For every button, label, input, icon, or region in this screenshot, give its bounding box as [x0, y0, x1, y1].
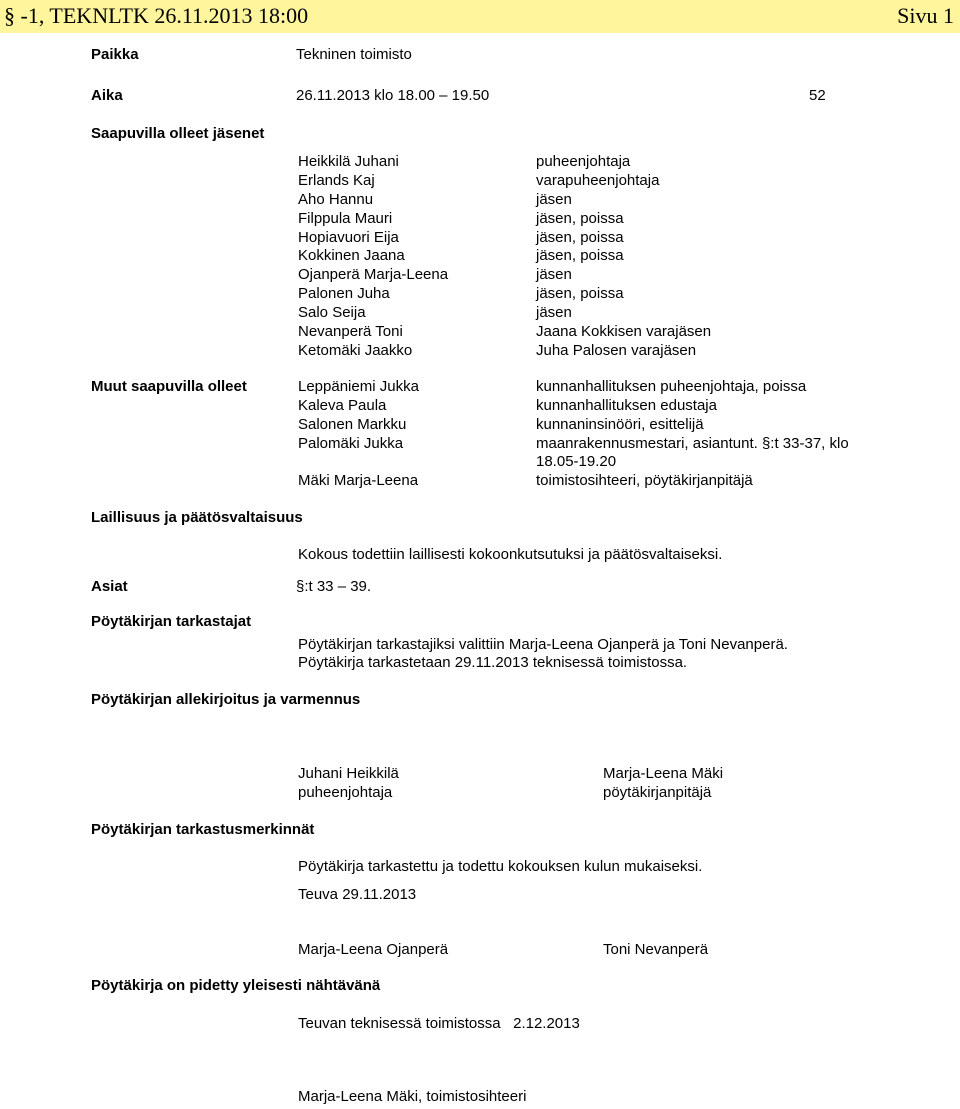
legality-text: Kokous todettiin laillisesti kokoonkutsutuksi ja päätösvaltaiseksi.	[298, 546, 723, 563]
other-name: Salonen Markku	[298, 416, 407, 433]
other-name: Leppäniemi Jukka	[298, 378, 419, 395]
page-header	[0, 0, 960, 33]
chair-role: puheenjohtaja	[298, 784, 393, 801]
checkers-text: Pöytäkirjan tarkastajiksi valittiin Marja-Leena Ojanperä ja Toni Nevanperä.	[298, 636, 788, 653]
member-names	[298, 153, 448, 361]
member-name: Hopiavuori Eija	[298, 228, 399, 246]
other-role: toimistosihteeri, pöytäkirjanpitäjä	[536, 472, 753, 489]
secretary-name: Marja-Leena Mäki	[603, 765, 724, 782]
member-role: Jaana Kokkisen varajäsen	[536, 323, 712, 341]
member-name: Nevanperä Toni	[298, 323, 403, 341]
member-name: Aho Hannu	[298, 190, 374, 208]
other-role: kunnaninsinööri, esittelijä	[536, 416, 704, 433]
check-marks-place-date: Teuva 29.11.2013	[298, 886, 417, 903]
member-name: Heikkilä Juhani	[298, 153, 399, 170]
page-number: Sivu 1	[897, 3, 954, 28]
legality-label: Laillisuus ja päätösvaltaisuus	[91, 509, 303, 526]
member-name: Filppula Mauri	[298, 209, 393, 227]
meeting-number: 52	[809, 87, 826, 104]
secretary-role: pöytäkirjanpitäjä	[603, 784, 712, 801]
checkers-label: Pöytäkirjan tarkastajat	[91, 613, 252, 630]
member-name: Ojanperä Marja-Leena	[298, 266, 449, 284]
member-name: Kokkinen Jaana	[298, 247, 405, 265]
member-role: jäsen, poissa	[536, 209, 624, 227]
others-label: Muut saapuvilla olleet	[91, 378, 247, 395]
member-name: Erlands Kaj	[298, 171, 375, 189]
member-role: jäsen	[536, 266, 572, 284]
other-role: maanrakennusmestari, asiantunt. §:t 33-37, klo	[536, 435, 849, 452]
other-name: Palomäki Jukka	[298, 435, 404, 452]
member-roles	[536, 153, 711, 361]
paikka-value: Tekninen toimisto	[296, 46, 412, 63]
other-role-continued: 18.05-19.20	[536, 453, 617, 470]
chair-name: Juhani Heikkilä	[298, 765, 399, 782]
member-role: jäsen, poissa	[536, 285, 624, 303]
public-label: Pöytäkirja on pidetty yleisesti nähtävänä	[91, 977, 381, 994]
asiat-value: §:t 33 – 39.	[296, 578, 372, 595]
member-name: Salo Seija	[298, 304, 366, 322]
signing-label: Pöytäkirjan allekirjoitus ja varmennus	[91, 691, 361, 708]
paikka-label: Paikka	[91, 46, 139, 63]
member-role: Juha Palosen varajäsen	[536, 341, 697, 359]
member-role: varapuheenjohtaja	[536, 171, 660, 189]
asiat-label: Asiat	[91, 578, 128, 595]
public-signer: Marja-Leena Mäki, toimistosihteeri	[298, 1088, 527, 1105]
aika-value: 26.11.2013 klo 18.00 – 19.50	[296, 87, 490, 104]
other-name: Mäki Marja-Leena	[298, 472, 419, 489]
other-role: kunnanhallituksen edustaja	[536, 397, 717, 414]
other-name: Kaleva Paula	[298, 397, 387, 414]
check-marks-label: Pöytäkirjan tarkastusmerkinnät	[91, 821, 315, 838]
checker-signature-1: Marja-Leena Ojanperä	[298, 941, 449, 958]
member-role: jäsen, poissa	[536, 247, 624, 265]
checkers-date: Pöytäkirja tarkastetaan 29.11.2013 teknisessä toimistossa.	[298, 654, 688, 671]
header-title: § -1, TEKNLTK 26.11.2013 18:00	[4, 3, 309, 28]
checker-signature-2: Toni Nevanperä	[603, 941, 709, 958]
members-label: Saapuvilla olleet jäsenet	[91, 125, 265, 142]
member-role: puheenjohtaja	[536, 153, 631, 170]
member-name: Ketomäki Jaakko	[298, 341, 413, 359]
public-place-date: Teuvan teknisessä toimistossa 2.12.2013	[298, 1015, 580, 1032]
member-role: jäsen	[536, 190, 572, 208]
aika-label: Aika	[91, 87, 123, 104]
member-name: Palonen Juha	[298, 285, 390, 303]
other-role: kunnanhallituksen puheenjohtaja, poissa	[536, 378, 807, 395]
member-role: jäsen, poissa	[536, 228, 624, 246]
member-role: jäsen	[536, 304, 572, 322]
check-marks-text: Pöytäkirja tarkastettu ja todettu kokouksen kulun mukaiseksi.	[298, 858, 703, 875]
